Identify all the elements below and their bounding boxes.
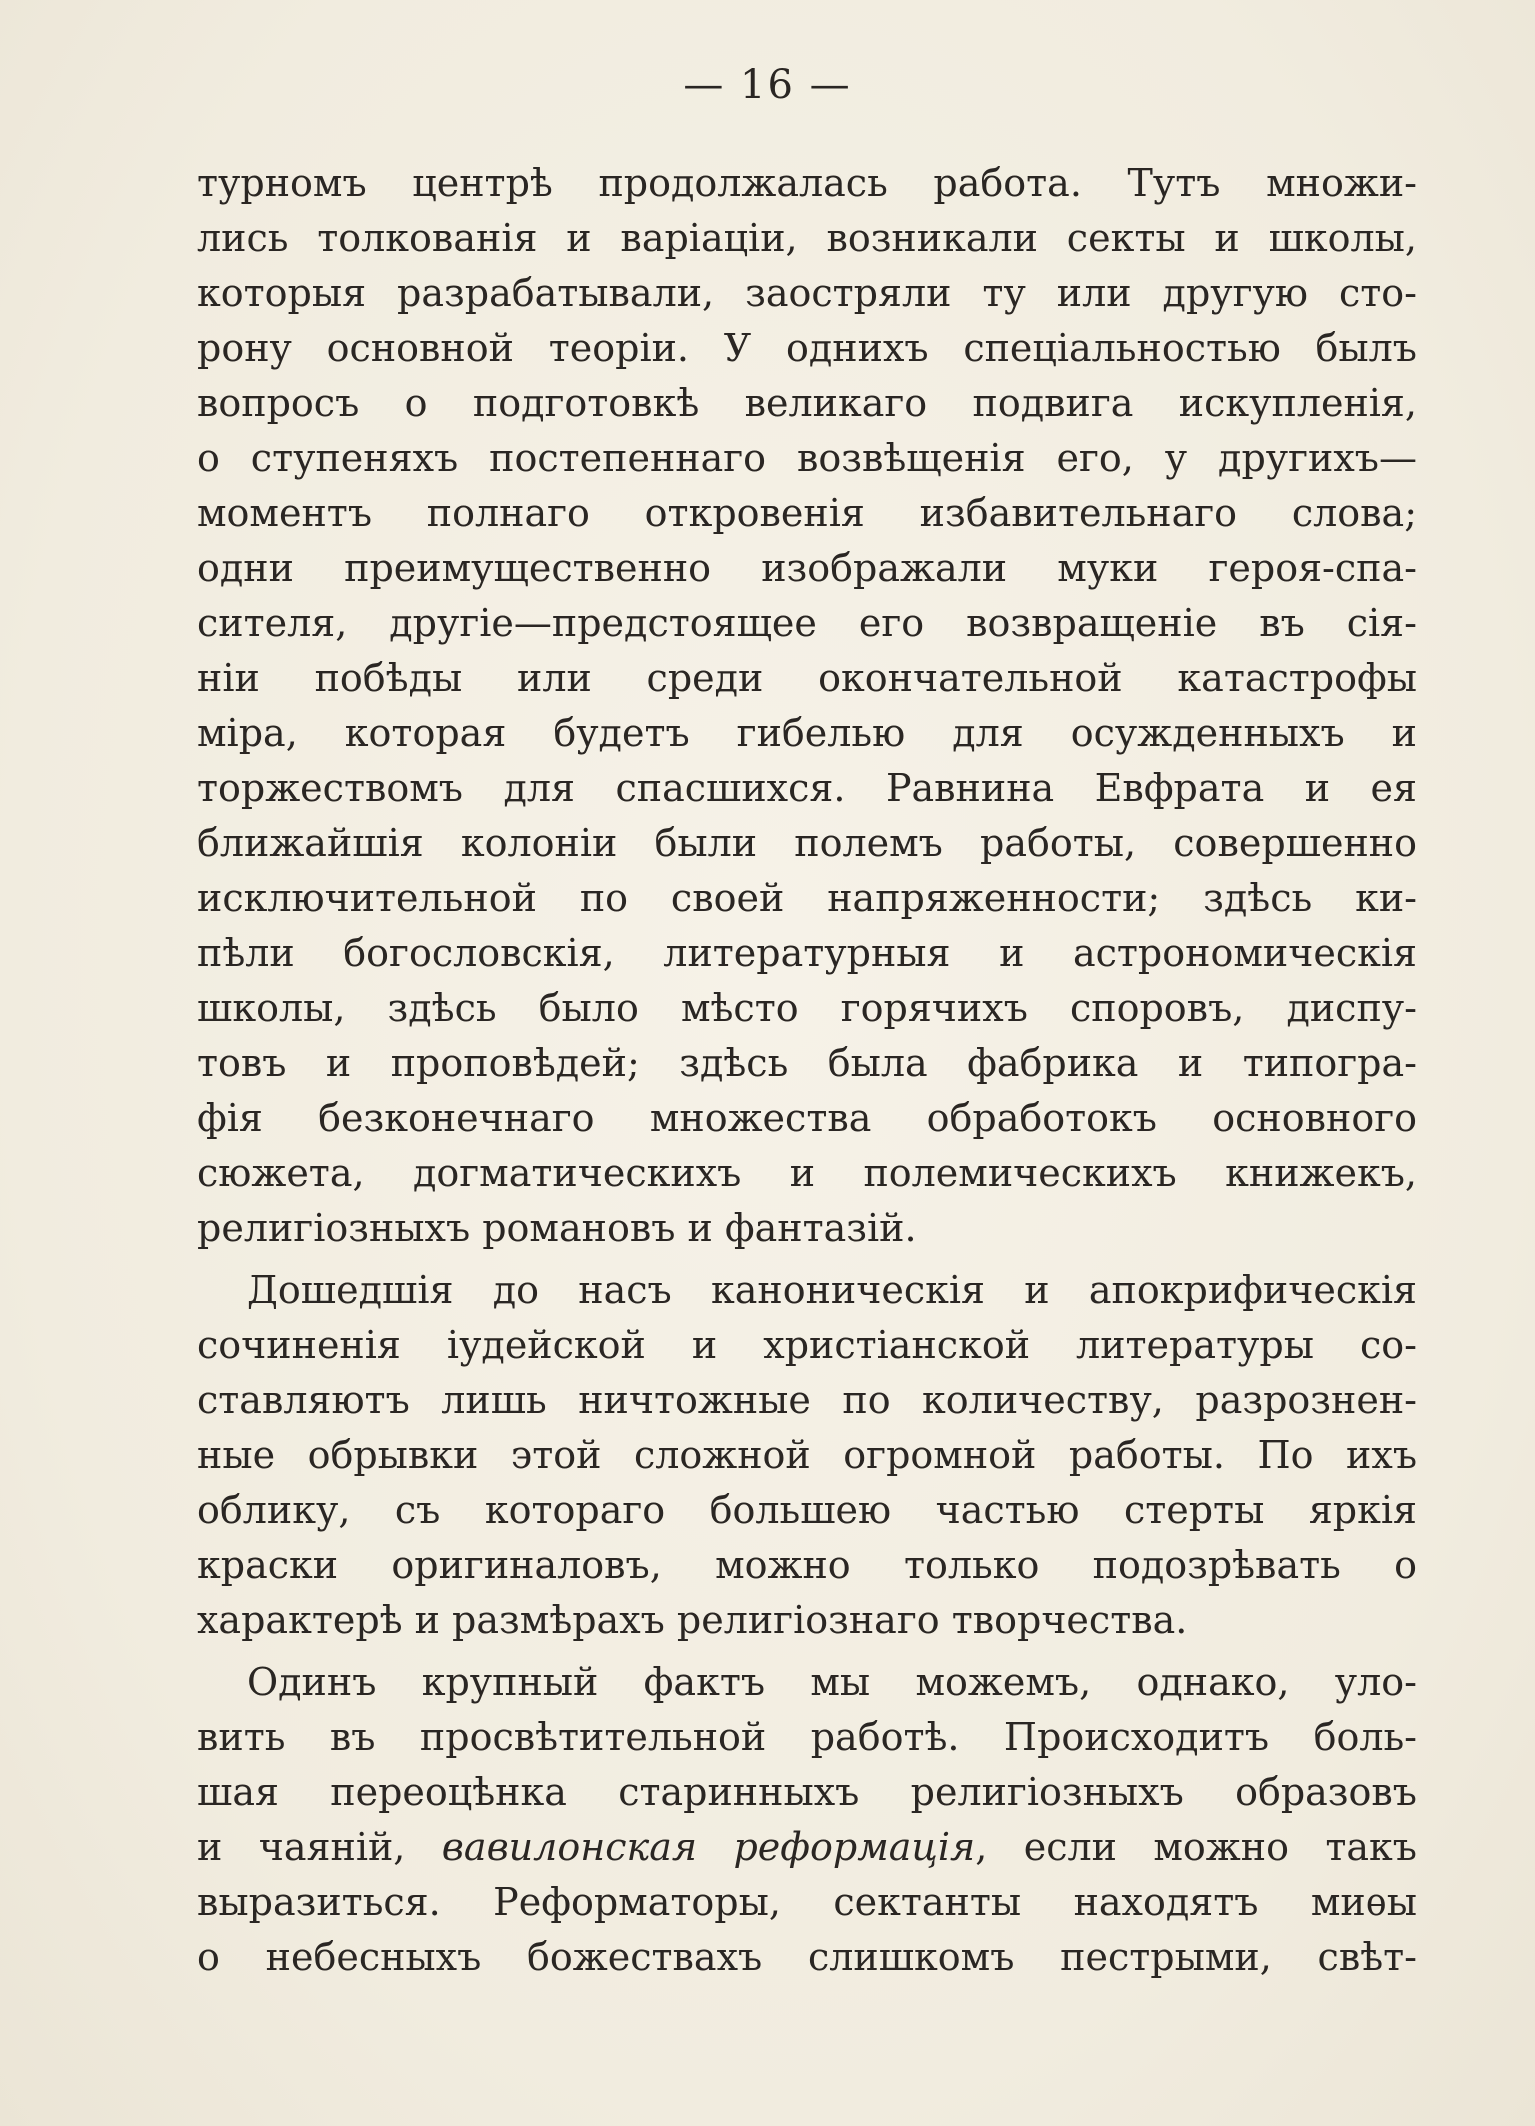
text-line: краски оригиналовъ, можно только подозрѣвать о [197, 1543, 1417, 1587]
text-line: Дошедшія до насъ каноническія и апокрифическія [247, 1268, 1417, 1312]
text-line: выразиться. Реформаторы, сектанты находятъ миѳы [197, 1880, 1417, 1924]
text-line: міра, которая будетъ гибелью для осужденныхъ и [197, 711, 1417, 755]
body-text [197, 156, 1417, 1985]
text-line: лись толкованія и варіаціи, возникали секты и школы, [197, 216, 1417, 260]
text-line: турномъ центрѣ продолжалась работа. Тутъ множи- [197, 161, 1417, 205]
text-line: товъ и проповѣдей; здѣсь была фабрика и типогра- [197, 1041, 1417, 1085]
paragraph-gap [197, 1648, 1417, 1655]
text-line: ближайшія колоніи были полемъ работы, совершенно [197, 821, 1417, 865]
text-line: о ступеняхъ постепеннаго возвѣщенія его, у другихъ— [197, 436, 1417, 480]
text-segment: и чаяній, [197, 1825, 442, 1869]
text-line: исключительной по своей напряженности; здѣсь ки- [197, 876, 1417, 920]
text-line-with-emphasis [197, 1820, 1417, 1875]
text-line: религіозныхъ романовъ и фантазій. [197, 1206, 917, 1250]
text-line: торжествомъ для спасшихся. Равнина Евфрата и ея [197, 766, 1417, 810]
text-line: фія безконечнаго множества обработокъ основного [197, 1096, 1417, 1140]
page-number: — 16 — [683, 62, 852, 108]
text-line: о небесныхъ божествахъ слишкомъ пестрыми, свѣт- [197, 1935, 1417, 1979]
text-line: рону основной теоріи. У однихъ спеціальностью былъ [197, 326, 1417, 370]
text-line: моментъ полнаго откровенія избавительнаго слова; [197, 491, 1417, 535]
text-line: которыя разрабатывали, заостряли ту или другую сто- [197, 271, 1417, 315]
text-segment: , если можно такъ [975, 1825, 1417, 1869]
text-line: облику, съ котораго большею частью стерты яркія [197, 1488, 1417, 1532]
text-line: ставляютъ лишь ничтожные по количеству, разрознен- [197, 1378, 1417, 1422]
text-line: сюжета, догматическихъ и полемическихъ книжекъ, [197, 1151, 1417, 1195]
text-line: сителя, другіе—предстоящее его возвращеніе въ сія- [197, 601, 1417, 645]
text-line: школы, здѣсь было мѣсто горячихъ споровъ, диспу- [197, 986, 1417, 1030]
text-line: характерѣ и размѣрахъ религіознаго творчества. [197, 1598, 1188, 1642]
text-line: вить въ просвѣтительной работѣ. Происходитъ боль- [197, 1715, 1417, 1759]
text-line: пѣли богословскія, литературныя и астрономическія [197, 931, 1417, 975]
text-line: одни преимущественно изображали муки героя-спа- [197, 546, 1417, 590]
paragraph-gap [197, 1256, 1417, 1263]
text-line: вопросъ о подготовкѣ великаго подвига искупленія, [197, 381, 1417, 425]
text-line: сочиненія іудейской и христіанской литературы со- [197, 1323, 1417, 1367]
text-line: ніи побѣды или среди окончательной катастрофы [197, 656, 1417, 700]
text-line: ные обрывки этой сложной огромной работы. По ихъ [197, 1433, 1417, 1477]
text-line: шая переоцѣнка старинныхъ религіозныхъ образовъ [197, 1770, 1417, 1814]
emphasized-phrase: вавилонская реформація [441, 1825, 976, 1869]
text-line: Одинъ крупный фактъ мы можемъ, однако, уло- [247, 1660, 1417, 1704]
